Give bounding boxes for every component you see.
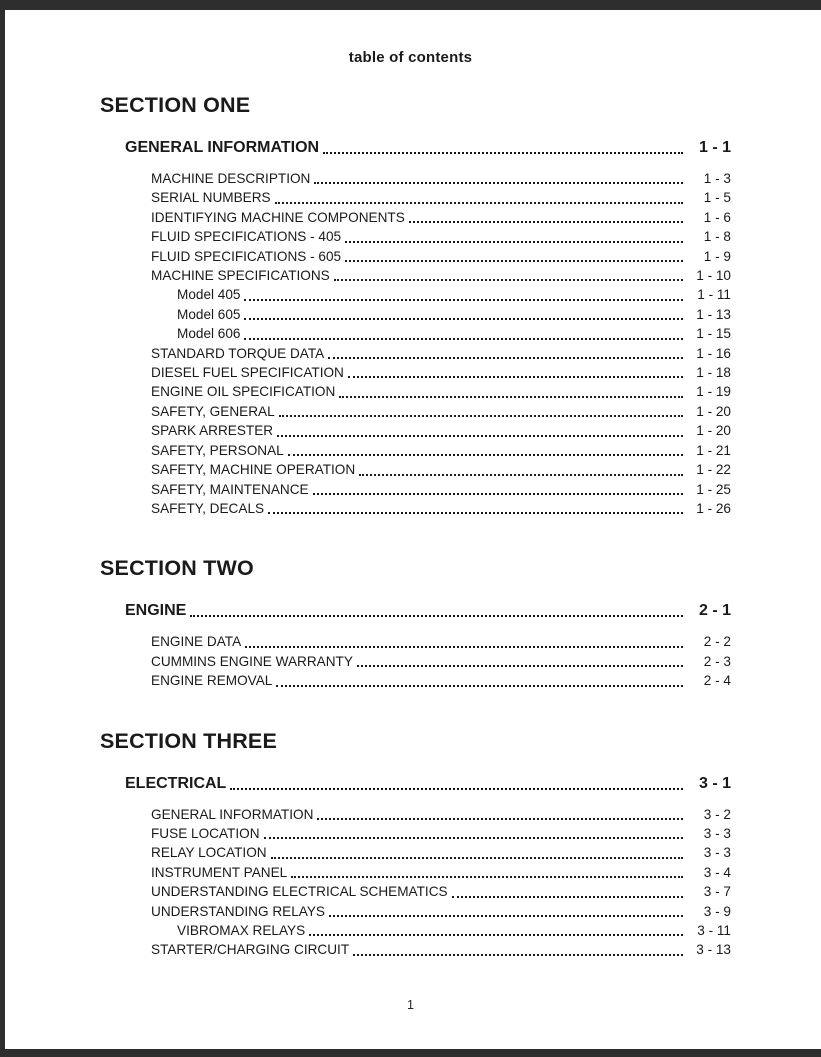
toc-entry-title: ENGINE OIL SPECIFICATION [151, 384, 336, 400]
toc-entry-row [100, 324, 731, 343]
toc-entry-title: STANDARD TORQUE DATA [151, 345, 325, 361]
toc-entry-page: 1 - 10 [696, 268, 731, 284]
toc-entry-page: 3 - 7 [703, 884, 731, 900]
section-one [100, 93, 731, 518]
toc-entry-page: 1 - 21 [696, 442, 731, 458]
chapter-row [100, 773, 731, 794]
toc-entry-page: 1 - 26 [696, 500, 731, 516]
dot-leader [190, 615, 683, 617]
section-heading: SECTION THREE [100, 728, 278, 753]
dot-leader [291, 876, 683, 878]
toc-entry-page: 1 - 20 [696, 423, 731, 439]
chapter-page: 2 - 1 [698, 602, 731, 620]
toc-entry-title: SAFETY, MACHINE OPERATION [151, 462, 356, 478]
dot-leader [244, 299, 683, 301]
toc-entry-title: MACHINE SPECIFICATIONS [151, 268, 330, 284]
dot-leader [288, 454, 683, 456]
toc-entry-row [100, 305, 731, 324]
dot-leader [275, 202, 683, 204]
dot-leader [334, 279, 683, 281]
toc-entry-page: 1 - 19 [696, 384, 731, 400]
dot-leader [230, 788, 683, 790]
section-heading: SECTION ONE [100, 93, 251, 117]
dot-leader [309, 934, 683, 936]
toc-entry-row [100, 632, 731, 651]
toc-entry-title: VIBROMAX RELAYS [177, 922, 306, 938]
page-title: table of contents [348, 49, 473, 66]
toc-entry-page: 1 - 22 [696, 462, 731, 478]
toc-entry-title: FUSE LOCATION [151, 825, 260, 841]
toc-entry-page: 1 - 25 [696, 481, 731, 497]
toc-entry-page: 3 - 11 [697, 922, 731, 938]
toc-entry-title: SAFETY, PERSONAL [151, 442, 284, 458]
section-three [100, 729, 731, 960]
dot-leader [409, 221, 683, 223]
toc-content [100, 93, 731, 960]
toc-entry-title: GENERAL INFORMATION [151, 806, 314, 822]
dot-leader [271, 857, 683, 859]
toc-entry-title: UNDERSTANDING RELAYS [151, 903, 325, 919]
toc-entry-title: STARTER/CHARGING CIRCUIT [151, 942, 350, 958]
toc-entry-row [100, 266, 731, 285]
toc-entry-title: SAFETY, DECALS [151, 500, 265, 516]
dot-leader [348, 376, 683, 378]
toc-entry-row [100, 480, 731, 499]
toc-entry-page: 3 - 13 [696, 942, 731, 958]
dot-leader [345, 260, 683, 262]
chapter-title: ELECTRICAL [125, 774, 227, 792]
toc-entry-row [100, 402, 731, 421]
chapter-title: ENGINE [125, 602, 187, 620]
dot-leader [276, 685, 683, 687]
chapter-row [100, 137, 731, 158]
toc-entry-row [100, 421, 731, 440]
dot-leader [452, 896, 683, 898]
toc-entry-page: 1 - 16 [696, 345, 731, 361]
toc-entry-row [100, 363, 731, 382]
dot-leader [345, 241, 683, 243]
page-edge-bottom [0, 1049, 821, 1057]
dot-leader [264, 837, 683, 839]
toc-entry-page: 3 - 2 [703, 806, 731, 822]
toc-entry-row [100, 824, 731, 843]
toc-entry-row [100, 940, 731, 959]
chapter-page: 1 - 1 [698, 139, 731, 156]
toc-entry-title: SERIAL NUMBERS [151, 190, 271, 206]
toc-entry-title: ENGINE REMOVAL [151, 673, 273, 689]
dot-leader [244, 338, 683, 340]
toc-entry-row [100, 344, 731, 363]
toc-entry-title: ENGINE DATA [151, 634, 242, 650]
dot-leader [323, 152, 683, 154]
toc-entry-title: Model 405 [177, 287, 241, 303]
toc-entry-page: 3 - 3 [703, 845, 731, 861]
toc-entry-title: SPARK ARRESTER [151, 423, 274, 439]
dot-leader [328, 357, 683, 359]
toc-entry-page: 2 - 4 [703, 673, 731, 689]
toc-entry-row [100, 921, 731, 940]
toc-entry-row [100, 882, 731, 901]
toc-entry-row [100, 169, 731, 188]
dot-leader [359, 474, 683, 476]
dot-leader [244, 318, 683, 320]
dot-leader [317, 818, 683, 820]
dot-leader [357, 665, 683, 667]
toc-entry-title: IDENTIFYING MACHINE COMPONENTS [151, 209, 405, 225]
dot-leader [314, 182, 683, 184]
toc-entry-title: Model 606 [177, 326, 241, 342]
toc-entry-row [100, 285, 731, 304]
toc-entry-page: 1 - 18 [696, 365, 731, 381]
toc-entry-row [100, 499, 731, 518]
toc-entry-row [100, 843, 731, 862]
toc-entry-page: 2 - 3 [703, 653, 731, 669]
toc-entry-title: UNDERSTANDING ELECTRICAL SCHEMATICS [151, 884, 448, 900]
toc-entry-row [100, 805, 731, 824]
toc-entry-title: DIESEL FUEL SPECIFICATION [151, 365, 344, 381]
toc-entry-page: 1 - 13 [696, 306, 731, 322]
toc-entry-page: 3 - 4 [703, 864, 731, 880]
toc-entry-title: FLUID SPECIFICATIONS - 605 [151, 248, 342, 264]
toc-entry-title: RELAY LOCATION [151, 845, 267, 861]
toc-entry-page: 2 - 2 [703, 634, 731, 650]
dot-leader [329, 915, 683, 917]
dot-leader [313, 493, 683, 495]
toc-entry-page: 1 - 20 [696, 403, 731, 419]
toc-entry-row [100, 188, 731, 207]
toc-entry-title: MACHINE DESCRIPTION [151, 171, 311, 186]
toc-entry-row [100, 227, 731, 246]
toc-entry-title: INSTRUMENT PANEL [151, 864, 288, 880]
toc-entry-page: 1 - 6 [703, 209, 731, 225]
toc-entry-page: 3 - 3 [703, 825, 731, 841]
chapter-page: 3 - 1 [698, 774, 731, 792]
toc-entry-title: SAFETY, GENERAL [151, 403, 275, 419]
toc-entry-row [100, 382, 731, 401]
toc-entry-title: FLUID SPECIFICATIONS - 405 [151, 229, 342, 245]
section-two [100, 556, 731, 690]
chapter-row [100, 600, 731, 621]
dot-leader [268, 512, 683, 514]
toc-entry-row [100, 247, 731, 266]
footer-page-number: 1 [407, 998, 414, 1012]
dot-leader [279, 415, 683, 417]
toc-entry-page: 1 - 8 [703, 229, 731, 245]
dot-leader [277, 435, 683, 437]
toc-entry-page: 1 - 9 [703, 248, 731, 264]
page-edge-left [0, 0, 5, 1057]
toc-entry-page: 1 - 3 [703, 171, 731, 186]
dot-leader [339, 396, 683, 398]
toc-entry-title: CUMMINS ENGINE WARRANTY [151, 653, 353, 669]
toc-entry-page: 1 - 5 [703, 190, 731, 206]
section-heading: SECTION TWO [100, 556, 254, 581]
toc-entry-row [100, 671, 731, 690]
dot-leader [353, 954, 683, 956]
toc-entry-title: SAFETY, MAINTENANCE [151, 481, 309, 497]
toc-entry-row [100, 208, 731, 227]
toc-entry-row [100, 652, 731, 671]
toc-entry-page: 1 - 11 [697, 287, 731, 303]
toc-entry-page: 3 - 9 [703, 903, 731, 919]
entries-list [100, 169, 731, 518]
dot-leader [245, 646, 683, 648]
toc-entry-row [100, 863, 731, 882]
toc-entry-row [100, 441, 731, 460]
toc-entry-page: 1 - 15 [696, 326, 731, 342]
toc-entry-row [100, 902, 731, 921]
entries-list [100, 632, 731, 690]
toc-entry-row [100, 460, 731, 479]
page-edge-top [0, 0, 821, 10]
entries-list [100, 805, 731, 960]
chapter-title: GENERAL INFORMATION [125, 139, 320, 156]
toc-entry-title: Model 605 [177, 306, 241, 322]
